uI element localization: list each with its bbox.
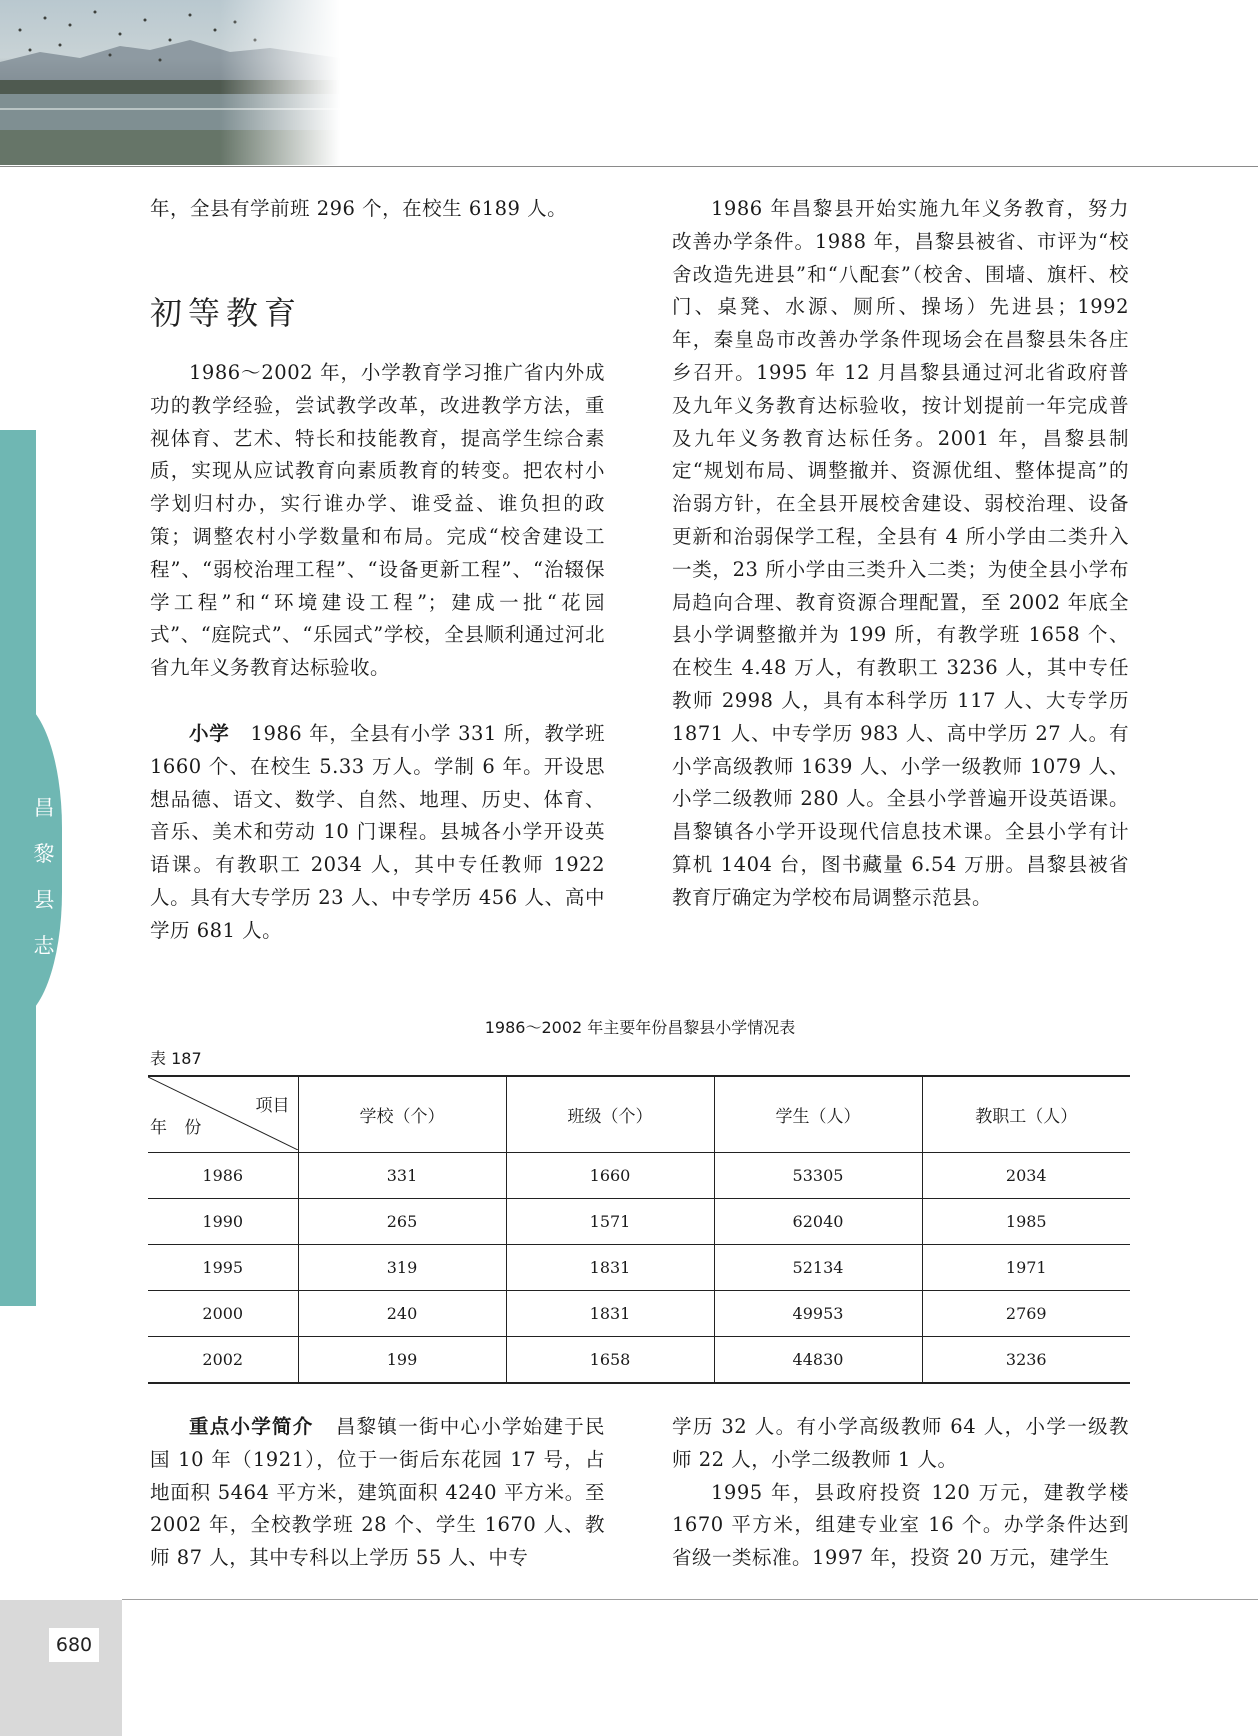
paragraph-lead: 重点小学简介 bbox=[189, 1415, 314, 1438]
bottom-left-column bbox=[150, 1411, 605, 1575]
table-cell: 265 bbox=[298, 1199, 506, 1245]
table-row bbox=[148, 1199, 1130, 1245]
side-tab-char: 黎 bbox=[33, 842, 55, 866]
table-cell: 199 bbox=[298, 1337, 506, 1384]
table-cell: 1658 bbox=[506, 1337, 714, 1384]
table-header-cell: 学生（人） bbox=[714, 1076, 922, 1153]
table-cell: 1986 bbox=[148, 1153, 298, 1199]
bottom-right-column bbox=[672, 1411, 1129, 1575]
paragraph-text: 1986 年，全县有小学 331 所，教学班 1660 个、在校生 5.33 万人。学制 6 年。开设思想品德、语文、数学、自然、地理、历史、体育、音乐、美术和劳动 10 门课程。县城各小学开设英语课。有教职工 2034 人，其中专任教师 1922 人。具有大专学历 23 人、中专学历 456 人、高中学历 681 人。 bbox=[150, 721, 605, 942]
side-tab-char: 志 bbox=[33, 934, 55, 958]
table-header-cell: 学校（个） bbox=[298, 1076, 506, 1153]
paragraph-continued: 学历 32 人。有小学高级教师 64 人，小学一级教师 22 人，小学二级教师 1 人。 bbox=[672, 1415, 1129, 1471]
side-tab-label bbox=[30, 785, 58, 969]
table-cell: 44830 bbox=[714, 1337, 922, 1384]
table-corner-header bbox=[148, 1076, 298, 1153]
table-cell: 240 bbox=[298, 1291, 506, 1337]
table-cell: 53305 bbox=[714, 1153, 922, 1199]
paragraph-key-school bbox=[150, 1411, 605, 1575]
table-cell: 62040 bbox=[714, 1199, 922, 1245]
table-cell: 1985 bbox=[922, 1199, 1130, 1245]
header-landscape-photo bbox=[0, 0, 340, 165]
table-cell: 2034 bbox=[922, 1153, 1130, 1199]
table-cell: 49953 bbox=[714, 1291, 922, 1337]
table-cell: 2000 bbox=[148, 1291, 298, 1337]
table-cell: 2002 bbox=[148, 1337, 298, 1384]
left-column-body bbox=[150, 357, 605, 948]
corner-item-label: 项目 bbox=[255, 1096, 290, 1116]
corner-year-label: 年 份 bbox=[150, 1118, 208, 1138]
paragraph-text: 昌黎镇一街中心小学始建于民国 10 年（1921），位于一街后东花园 17 号，占地面积 5464 平方米，建筑面积 4240 平方米。至 2002 年，全校教学班 28 个、学生 1670 人、教师 87 人，其中专科以上学历 55 人、中专 bbox=[150, 1415, 605, 1570]
header-divider bbox=[0, 166, 1258, 167]
opening-line: 年，全县有学前班 296 个，在校生 6189 人。 bbox=[150, 197, 568, 220]
table-row bbox=[148, 1337, 1130, 1384]
table-cell: 3236 bbox=[922, 1337, 1130, 1384]
side-tab-char: 县 bbox=[33, 888, 55, 912]
table-cell: 2769 bbox=[922, 1291, 1130, 1337]
table-cell: 1571 bbox=[506, 1199, 714, 1245]
footer-divider bbox=[122, 1599, 1258, 1600]
paragraph: 1986～2002 年，小学教育学习推广省内外成功的教学经验，尝试教学改革，改进教学方法，重视体育、艺术、特长和技能教育，提高学生综合素质，实现从应试教育向素质教育的转变。把农村小学划归村办，实行谁办学、谁受益、谁负担的政策；调整农村小学数量和布局。完成“校舍建设工程”、“弱校治理工程”、“设备更新工程”、“治辍保学工程”和“环境建设工程”；建成一批“花园式”、“庭院式”、“乐园式”学校，全县顺利通过河北省九年义务教育达标验收。 bbox=[150, 361, 605, 680]
table-cell: 52134 bbox=[714, 1245, 922, 1291]
section-heading: 初等教育 bbox=[150, 294, 303, 332]
table-cell: 1971 bbox=[922, 1245, 1130, 1291]
table-header-cell: 教职工（人） bbox=[922, 1076, 1130, 1153]
table-cell: 1995 bbox=[148, 1245, 298, 1291]
footer-gray-block bbox=[0, 1600, 122, 1736]
table-cell: 1660 bbox=[506, 1153, 714, 1199]
side-tab-char: 昌 bbox=[33, 796, 55, 820]
page-number: 680 bbox=[49, 1628, 99, 1662]
paragraph: 1995 年，县政府投资 120 万元，建教学楼 1670 平方米，组建专业室 16 个。办学条件达到省级一类标准。1997 年，投资 20 万元，建学生 bbox=[672, 1480, 1129, 1570]
paragraph-primary-school bbox=[150, 718, 605, 948]
table-cell: 1990 bbox=[148, 1199, 298, 1245]
paragraph: 1986 年昌黎县开始实施九年义务教育，努力改善办学条件。1988 年，昌黎县被省、市评为“校舍改造先进县”和“八配套”（校舍、围墙、旗杆、校门、桌凳、水源、厕所、操场）先进县；1992 年，秦皇岛市改善办学条件现场会在昌黎县朱各庄乡召开。1995 年 12 月昌黎县通过河北省政府普及九年义务教育达标验收，按计划提前一年完成普及九年义务教育达标任务。2001 年，昌黎县制定“规划布局、调整撤并、资源优组、整体提高”的治弱方针，在全县开展校舍建设、弱校治理、设备更新和治弱保学工程，全县有 4 所小学由二类升入一类，23 所小学由三类升入二类；为使全县小学布局趋向合理、教育资源合理配置，至 2002 年底全县小学调整撤并为 199 所，有教学班 1658 个、在校生 4.48 万人，有教职工 3236 人，其中专任教师 2998 人，具有本科学历 117 人、大专学历 1871 人、中专学历 983 人、高中学历 27 人。有小学高级教师 1639 人、小学一级教师 1079 人、小学二级教师 280 人。全县小学普遍开设英语课。昌黎镇各小学开设现代信息技术课。全县小学有计算机 1404 台，图书藏量 6.54 万册。昌黎县被省教育厅确定为学校布局调整示范县。 bbox=[672, 197, 1129, 909]
table-header-cell: 班级（个） bbox=[506, 1076, 714, 1153]
table-title: 1986～2002 年主要年份昌黎县小学情况表 bbox=[484, 1018, 796, 1037]
table-label: 表 187 bbox=[150, 1049, 202, 1068]
table-row bbox=[148, 1245, 1130, 1291]
data-table bbox=[148, 1075, 1130, 1384]
table-row bbox=[148, 1291, 1130, 1337]
table-cell: 319 bbox=[298, 1245, 506, 1291]
table-header-row bbox=[148, 1076, 1130, 1153]
paragraph-lead: 小学 bbox=[189, 721, 230, 745]
right-column-body bbox=[672, 193, 1129, 915]
table-row bbox=[148, 1153, 1130, 1199]
left-column-opening bbox=[150, 193, 605, 226]
table-cell: 1831 bbox=[506, 1291, 714, 1337]
table-cell: 331 bbox=[298, 1153, 506, 1199]
table-cell: 1831 bbox=[506, 1245, 714, 1291]
